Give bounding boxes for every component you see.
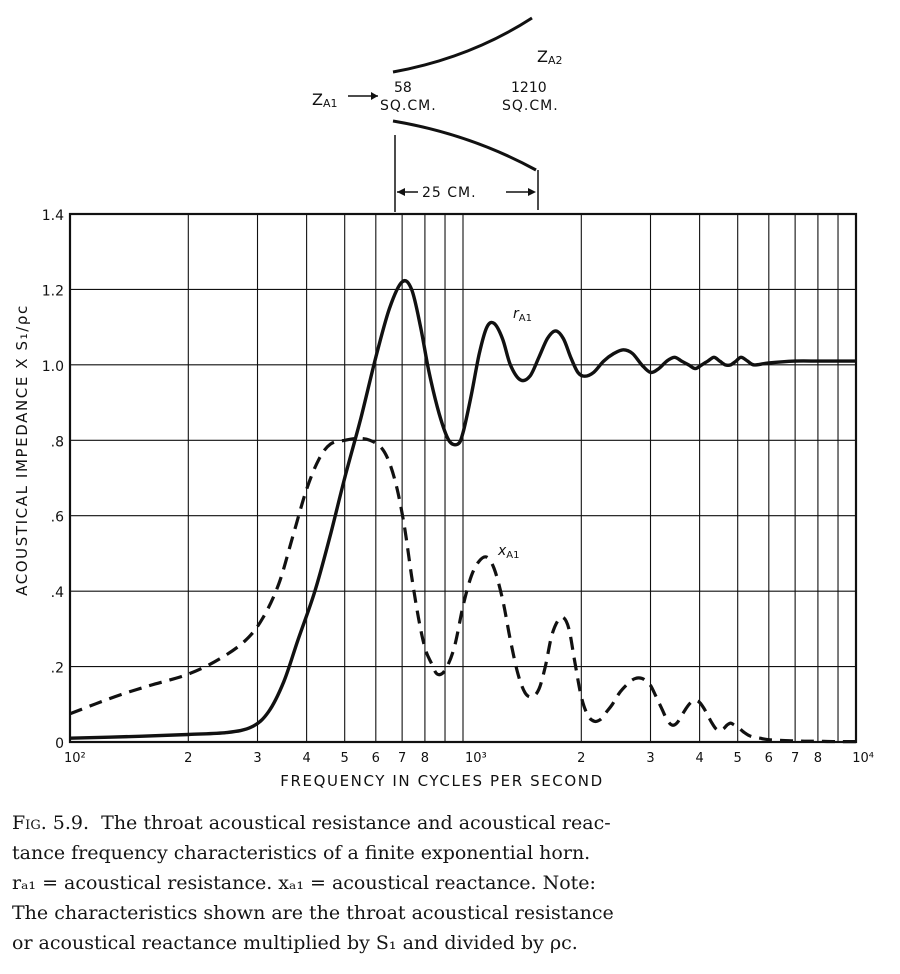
caption-line-5: or acoustical reactance multiplied by S₁ and divided by ρc. — [12, 932, 578, 954]
y-tick-label: .2 — [50, 660, 64, 677]
x-tick-labels — [64, 751, 874, 766]
caption-line-2: tance frequency characteristics of a finite exponential horn. — [12, 842, 591, 864]
x-tick-label: 6 — [371, 751, 380, 766]
caption-line-4: The characteristics shown are the throat acoustical resistance — [12, 902, 614, 924]
horn-lower-wall — [393, 121, 536, 170]
x-tick-label: 5 — [733, 751, 742, 766]
throat-impedance-label: ZA1 — [312, 90, 338, 110]
y-tick-label: .8 — [50, 434, 64, 451]
caption-line-3: rₐ₁ = acoustical resistance. xₐ₁ = acoustical reactance. Note: — [12, 872, 596, 894]
x-tick-label: 10⁴ — [852, 751, 874, 766]
x-tick-label: 7 — [397, 751, 407, 766]
reactance-curve-label: $x_{A1}$ — [498, 543, 520, 561]
x-tick-label: 2 — [184, 751, 193, 766]
caption-figure-label: Fig. 5.9. — [12, 812, 90, 834]
mouth-area-unit: SQ.CM. — [502, 98, 559, 114]
caption-line-1 — [12, 808, 888, 838]
mouth-impedance-label: ZA2 — [537, 47, 563, 67]
x-tick-label: 3 — [253, 751, 262, 766]
throat-area-value: 58 — [394, 80, 412, 96]
x-tick-label: 10² — [64, 751, 86, 766]
x-tick-label: 6 — [764, 751, 773, 766]
y-axis-label: ACOUSTICAL IMPEDANCE X S₁/ρc — [13, 304, 31, 596]
length-arrowhead-left — [397, 188, 405, 196]
x-axis-label: FREQUENCY IN CYCLES PER SECOND — [280, 772, 604, 790]
mouth-area-value: 1210 — [511, 80, 547, 96]
throat-area-unit: SQ.CM. — [380, 98, 437, 114]
impedance-chart — [13, 208, 874, 790]
chart-grid — [70, 214, 856, 742]
resistance-curve-label: $r_{A1}$ — [513, 306, 532, 324]
x-tick-label: 8 — [420, 751, 430, 766]
x-tick-label: 5 — [340, 751, 349, 766]
x-tick-label: 4 — [695, 751, 704, 766]
caption-text-1: The throat acoustical resistance and acoustical reac- — [101, 812, 611, 834]
y-tick-label: 1.0 — [41, 358, 64, 375]
y-tick-label: .6 — [50, 509, 64, 526]
x-tick-label: 7 — [790, 751, 800, 766]
y-tick-label: 0 — [55, 736, 64, 752]
y-tick-label: 1.4 — [41, 208, 64, 224]
x-tick-label: 4 — [302, 751, 311, 766]
x-tick-label: 2 — [577, 751, 586, 766]
horn-diagram — [312, 18, 563, 212]
x-tick-label: 3 — [646, 751, 655, 766]
y-tick-labels — [42, 208, 64, 752]
x-tick-label: 8 — [813, 751, 823, 766]
throat-arrow-head — [371, 92, 378, 100]
length-arrowhead-right — [528, 188, 536, 196]
figure-caption — [12, 808, 888, 958]
y-tick-label: .4 — [50, 585, 64, 602]
x-tick-label: 10³ — [465, 751, 487, 766]
horn-upper-wall — [393, 18, 532, 72]
y-tick-label: 1.2 — [41, 283, 64, 300]
horn-length-label: 25 CM. — [422, 185, 477, 201]
